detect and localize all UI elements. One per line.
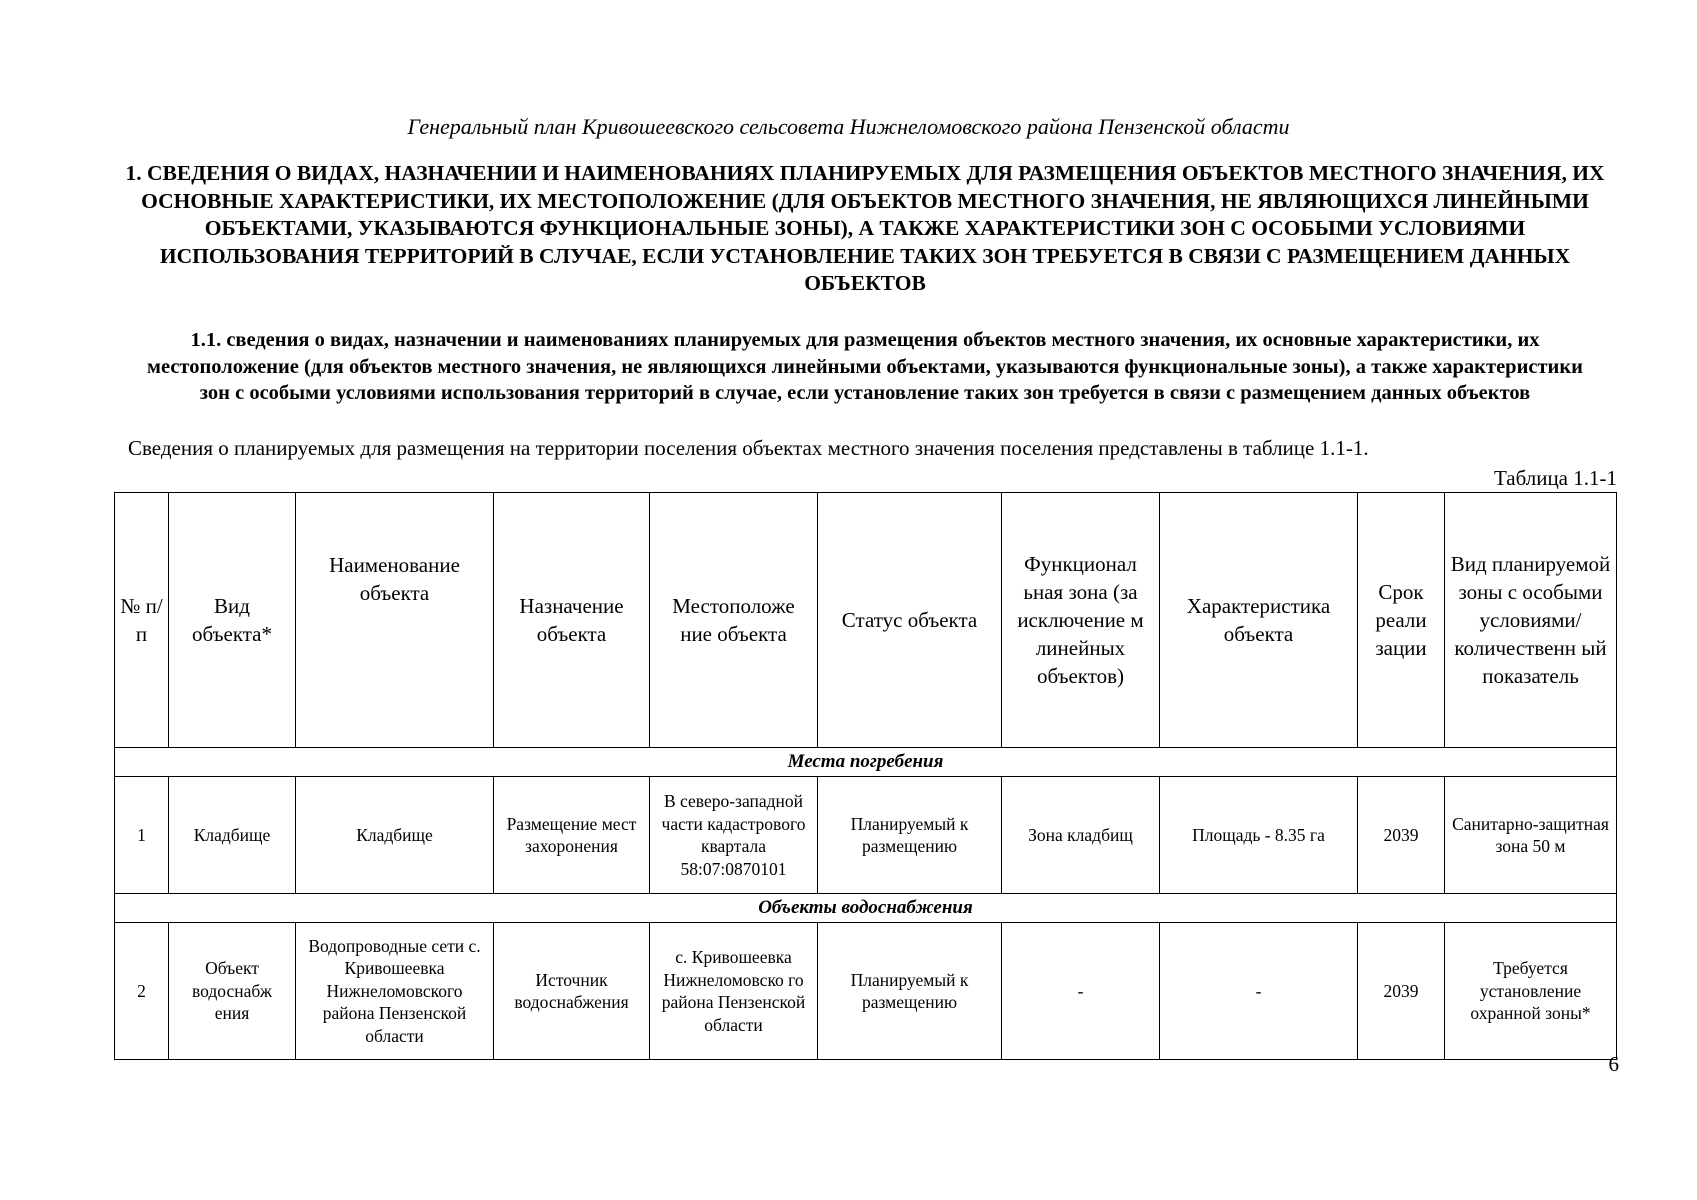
cell-zone-type: Санитарно-защитная зона 50 м bbox=[1445, 777, 1617, 894]
cell-purpose: Источник водоснабжения bbox=[494, 923, 650, 1060]
cell-zone-type: Требуется установление охранной зоны* bbox=[1445, 923, 1617, 1060]
header-term: Срок реали зации bbox=[1358, 493, 1445, 748]
table-row bbox=[115, 923, 1617, 1060]
table-group-row bbox=[115, 748, 1617, 777]
group-title: Объекты водоснабжения bbox=[115, 894, 1617, 923]
table-group-row bbox=[115, 894, 1617, 923]
table-header-row bbox=[115, 493, 1617, 748]
cell-object-type: Кладбище bbox=[169, 777, 296, 894]
section-title: 1. СВЕДЕНИЯ О ВИДАХ, НАЗНАЧЕНИИ И НАИМЕНОВАНИЯХ ПЛАНИРУЕМЫХ ДЛЯ РАЗМЕЩЕНИЯ ОБЪЕКТОВ МЕСТНОГО ЗНАЧЕНИЯ, ИХ ОСНОВНЫЕ ХАРАКТЕРИСТИКИ, ИХ МЕСТОПОЛОЖЕНИЕ (ДЛЯ ОБЪЕКТОВ МЕСТНОГО ЗНАЧЕНИЯ, НЕ ЯВЛЯЮЩИХСЯ ЛИНЕЙНЫМИ ОБЪЕКТАМИ, УКАЗЫВАЮТСЯ ФУНКЦИОНАЛЬНЫЕ ЗОНЫ), А ТАКЖЕ ХАРАКТЕРИСТИКИ ЗОН С ОСОБЫМИ УСЛОВИЯМИ ИСПОЛЬЗОВАНИЯ ТЕРРИТОРИЙ В СЛУЧАЕ, ЕСЛИ УСТАНОВЛЕНИЕ ТАКИХ ЗОН ТРЕБУЕТСЯ В СВЯЗИ С РАЗМЕЩЕНИЕМ ДАННЫХ ОБЪЕКТОВ bbox=[125, 161, 1605, 295]
cell-location: В северо-западной части кадастрового квартала 58:07:0870101 bbox=[650, 777, 818, 894]
header-object-name: Наименование объекта bbox=[296, 493, 494, 748]
cell-status: Планируемый к размещению bbox=[818, 923, 1002, 1060]
page-number: 6 bbox=[1608, 1052, 1619, 1076]
header-location: Местоположе ние объекта bbox=[650, 493, 818, 748]
cell-functional-zone: - bbox=[1002, 923, 1160, 1060]
objects-table bbox=[114, 492, 1617, 1060]
intro-paragraph: Сведения о планируемых для размещения на территории поселения объектах местного значения поселения представлены в таблице 1.1-1. bbox=[128, 436, 1369, 460]
header-number: № п/п bbox=[115, 493, 169, 748]
cell-location: с. Кривошеевка Нижнеломовско го района Пензенской области bbox=[650, 923, 818, 1060]
header-zone-type: Вид планируемой зоны с особыми условиями/ количественн ый показатель bbox=[1445, 493, 1617, 748]
cell-functional-zone: Зона кладбищ bbox=[1002, 777, 1160, 894]
cell-number: 2 bbox=[115, 923, 169, 1060]
header-characteristics: Характеристика объекта bbox=[1160, 493, 1358, 748]
header-status: Статус объекта bbox=[818, 493, 1002, 748]
cell-status: Планируемый к размещению bbox=[818, 777, 1002, 894]
cell-term: 2039 bbox=[1358, 923, 1445, 1060]
header-functional-zone: Функционал ьная зона (за исключение м линейных объектов) bbox=[1002, 493, 1160, 748]
cell-purpose: Размещение мест захоронения bbox=[494, 777, 650, 894]
table-row bbox=[115, 777, 1617, 894]
cell-number: 1 bbox=[115, 777, 169, 894]
cell-term: 2039 bbox=[1358, 777, 1445, 894]
cell-characteristics: - bbox=[1160, 923, 1358, 1060]
header-object-type: Вид объекта* bbox=[169, 493, 296, 748]
running-header: Генеральный план Кривошеевского сельсовета Нижнеломовского района Пензенской области bbox=[407, 114, 1290, 139]
cell-characteristics: Площадь - 8.35 га bbox=[1160, 777, 1358, 894]
cell-object-type: Объект водоснабж ения bbox=[169, 923, 296, 1060]
table-caption: Таблица 1.1-1 bbox=[1493, 466, 1617, 490]
header-purpose: Назначение объекта bbox=[494, 493, 650, 748]
subsection-title: 1.1. сведения о видах, назначении и наименованиях планируемых для размещения объектов местного значения, их основные характеристики, их местоположение (для объектов местного значения, не являющихся линейными объектами, указываются функциональные зоны), а также характеристики зон с особыми условиями использования территорий в случае, если установление таких зон требуется в связи с размещением данных объектов bbox=[147, 329, 1583, 404]
cell-object-name: Водопроводные сети с. Кривошеевка Нижнеломовского района Пензенской области bbox=[296, 923, 494, 1060]
cell-object-name: Кладбище bbox=[296, 777, 494, 894]
group-title: Места погребения bbox=[115, 748, 1617, 777]
